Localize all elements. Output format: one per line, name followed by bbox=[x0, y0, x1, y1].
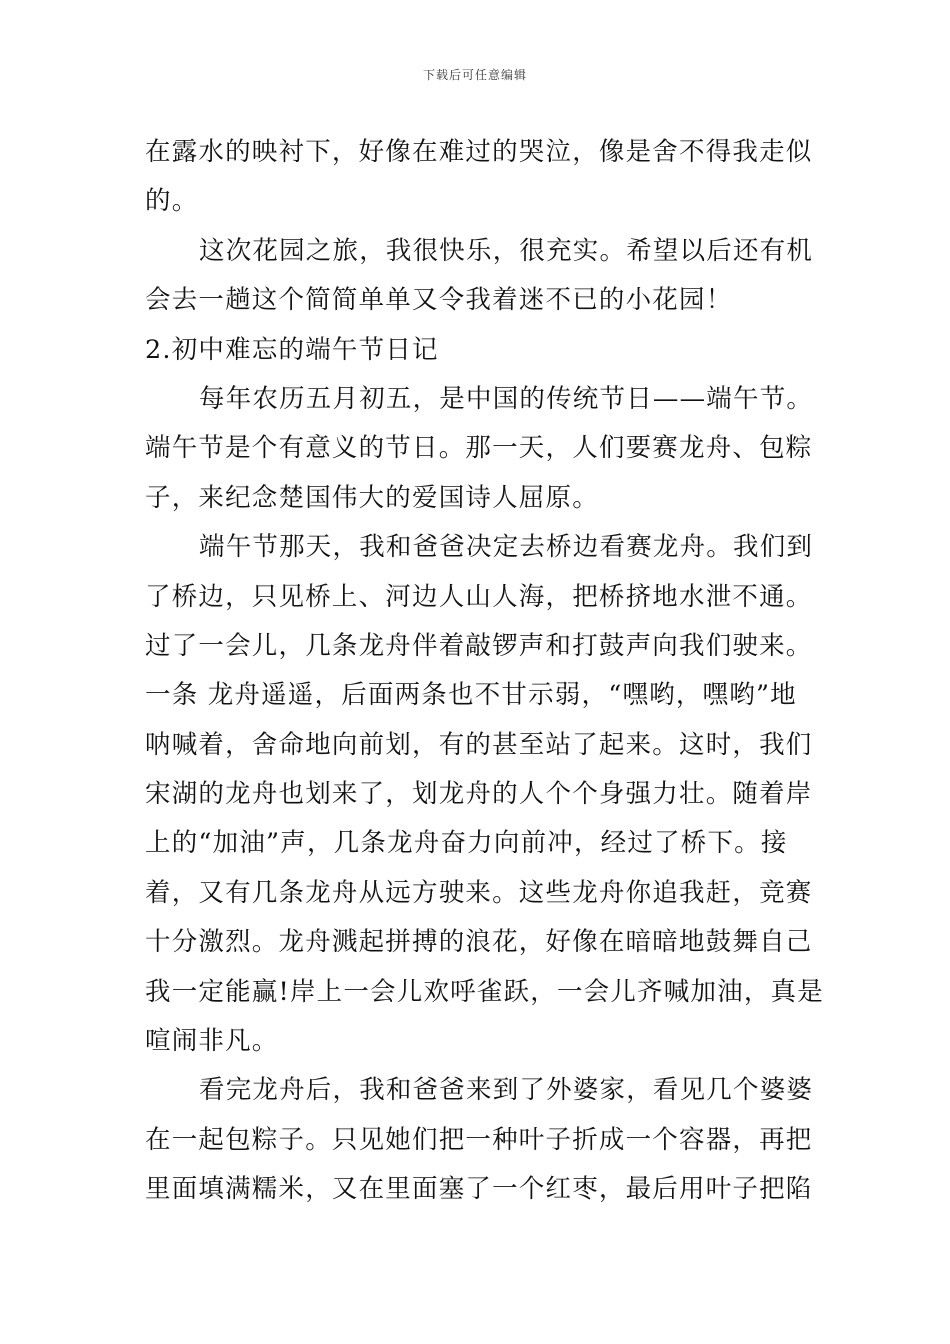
text-line: 上的“加油”声，几条龙舟奋力向前冲，经过了桥下。接 bbox=[145, 828, 788, 859]
text-line: 呐喊着，舍命地向前划，有的甚至站了起来。这时，我们 bbox=[145, 729, 813, 760]
text-line: 会去一趟这个简简单单又令我着迷不已的小花园！ bbox=[145, 285, 733, 316]
text-line: 十分激烈。龙舟溅起拼搏的浪花，好像在暗暗地鼓舞自己 bbox=[145, 927, 813, 958]
text-line: 子，来纪念楚国伟大的爱国诗人屈原。 bbox=[145, 482, 599, 513]
text-line: 端午节那天，我和爸爸决定去桥边看赛龙舟。我们到 bbox=[199, 532, 814, 563]
text-line: 在一起包粽子。只见她们把一种叶子折成一个容器，再把 bbox=[145, 1124, 813, 1155]
document-body bbox=[145, 128, 824, 1215]
text-line: 宋湖的龙舟也划来了，划龙舟的人个个身强力壮。随着岸 bbox=[145, 779, 813, 810]
text-line: 的。 bbox=[145, 186, 199, 217]
text-line: 看完龙舟后，我和爸爸来到了外婆家，看见几个婆婆 bbox=[199, 1075, 814, 1106]
text-line: 了桥边，只见桥上、河边人山人海，把桥挤地水泄不通。 bbox=[145, 581, 813, 612]
text-line: 过了一会儿，几条龙舟伴着敲锣声和打鼓声向我们驶来。 bbox=[145, 630, 813, 661]
page-header: 下载后可任意编辑 bbox=[422, 68, 527, 82]
text-line: 端午节是个有意义的节日。那一天，人们要赛龙舟、包粽 bbox=[145, 433, 813, 464]
text-line: 里面填满糯米，又在里面塞了一个红枣，最后用叶子把陷 bbox=[145, 1174, 813, 1205]
text-line: 一条 龙舟遥遥，后面两条也不甘示弱，“嘿哟，嘿哟”地 bbox=[145, 680, 797, 711]
text-line: 每年农历五月初五，是中国的传统节日——端午节。 bbox=[199, 383, 814, 414]
text-line: 这次花园之旅，我很快乐，很充实。希望以后还有机 bbox=[199, 235, 814, 266]
section-heading: 2.初中难忘的端午节日记 bbox=[145, 334, 439, 365]
text-line: 我一定能赢!岸上一会儿欢呼雀跃，一会儿齐喊加油，真是 bbox=[145, 976, 824, 1007]
text-line: 喧闹非凡。 bbox=[145, 1026, 279, 1057]
text-line: 着，又有几条龙舟从远方驶来。这些龙舟你追我赶，竞赛 bbox=[145, 877, 813, 908]
text-line: 在露水的映衬下，好像在难过的哭泣，像是舍不得我走似 bbox=[145, 137, 813, 167]
